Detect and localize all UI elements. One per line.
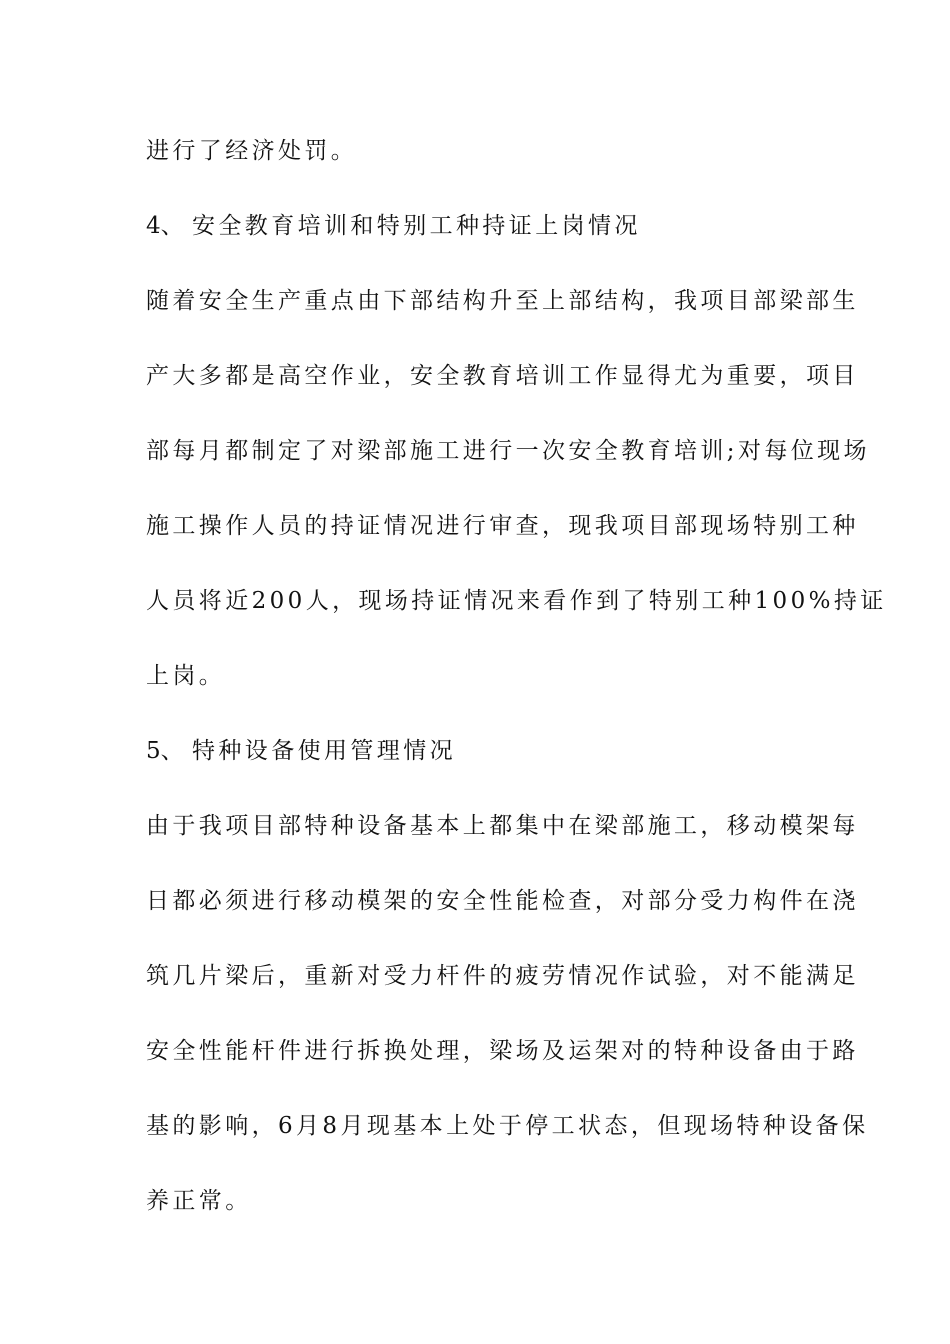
section-number: 5、: [146, 738, 184, 764]
paragraph-line: 进行了经济处罚。: [146, 138, 358, 164]
section-number: 4、: [146, 213, 184, 239]
paragraph-line: 日都必须进行移动模架的安全性能检查，对部分受力构件在浇: [146, 888, 859, 914]
section-title: 安全教育培训和特别工种持证上岗情况: [192, 213, 641, 239]
section-title: 特种设备使用管理情况: [192, 738, 456, 764]
paragraph-line: 施工操作人员的持证情况进行审查，现我项目部现场特别工种: [146, 513, 859, 539]
paragraph-line: 随着安全生产重点由下部结构升至上部结构，我项目部梁部生: [146, 288, 859, 314]
section-heading-4: [146, 206, 816, 246]
paragraph-line: 由于我项目部特种设备基本上都集中在梁部施工，移动模架每: [146, 813, 859, 839]
paragraph-line: 人员将近200人，现场持证情况来看作到了特别工种100%持证: [146, 588, 887, 614]
paragraph-line: 产大多都是高空作业，安全教育培训工作显得尤为重要，项目: [146, 363, 859, 389]
paragraph-line: 养正常。: [146, 1188, 252, 1214]
paragraph-line: 安全性能杆件进行拆换处理，梁场及运架对的特种设备由于路: [146, 1038, 859, 1064]
paragraph-line: 基的影响，6月8月现基本上处于停工状态，但现场特种设备保: [146, 1113, 869, 1139]
paragraph-line: 部每月都制定了对梁部施工进行一次安全教育培训;对每位现场: [146, 438, 870, 464]
section-heading-5: [146, 731, 816, 771]
paragraph-line: 上岗。: [146, 663, 226, 689]
paragraph-line: 筑几片梁后，重新对受力杆件的疲劳情况作试验，对不能满足: [146, 963, 859, 989]
